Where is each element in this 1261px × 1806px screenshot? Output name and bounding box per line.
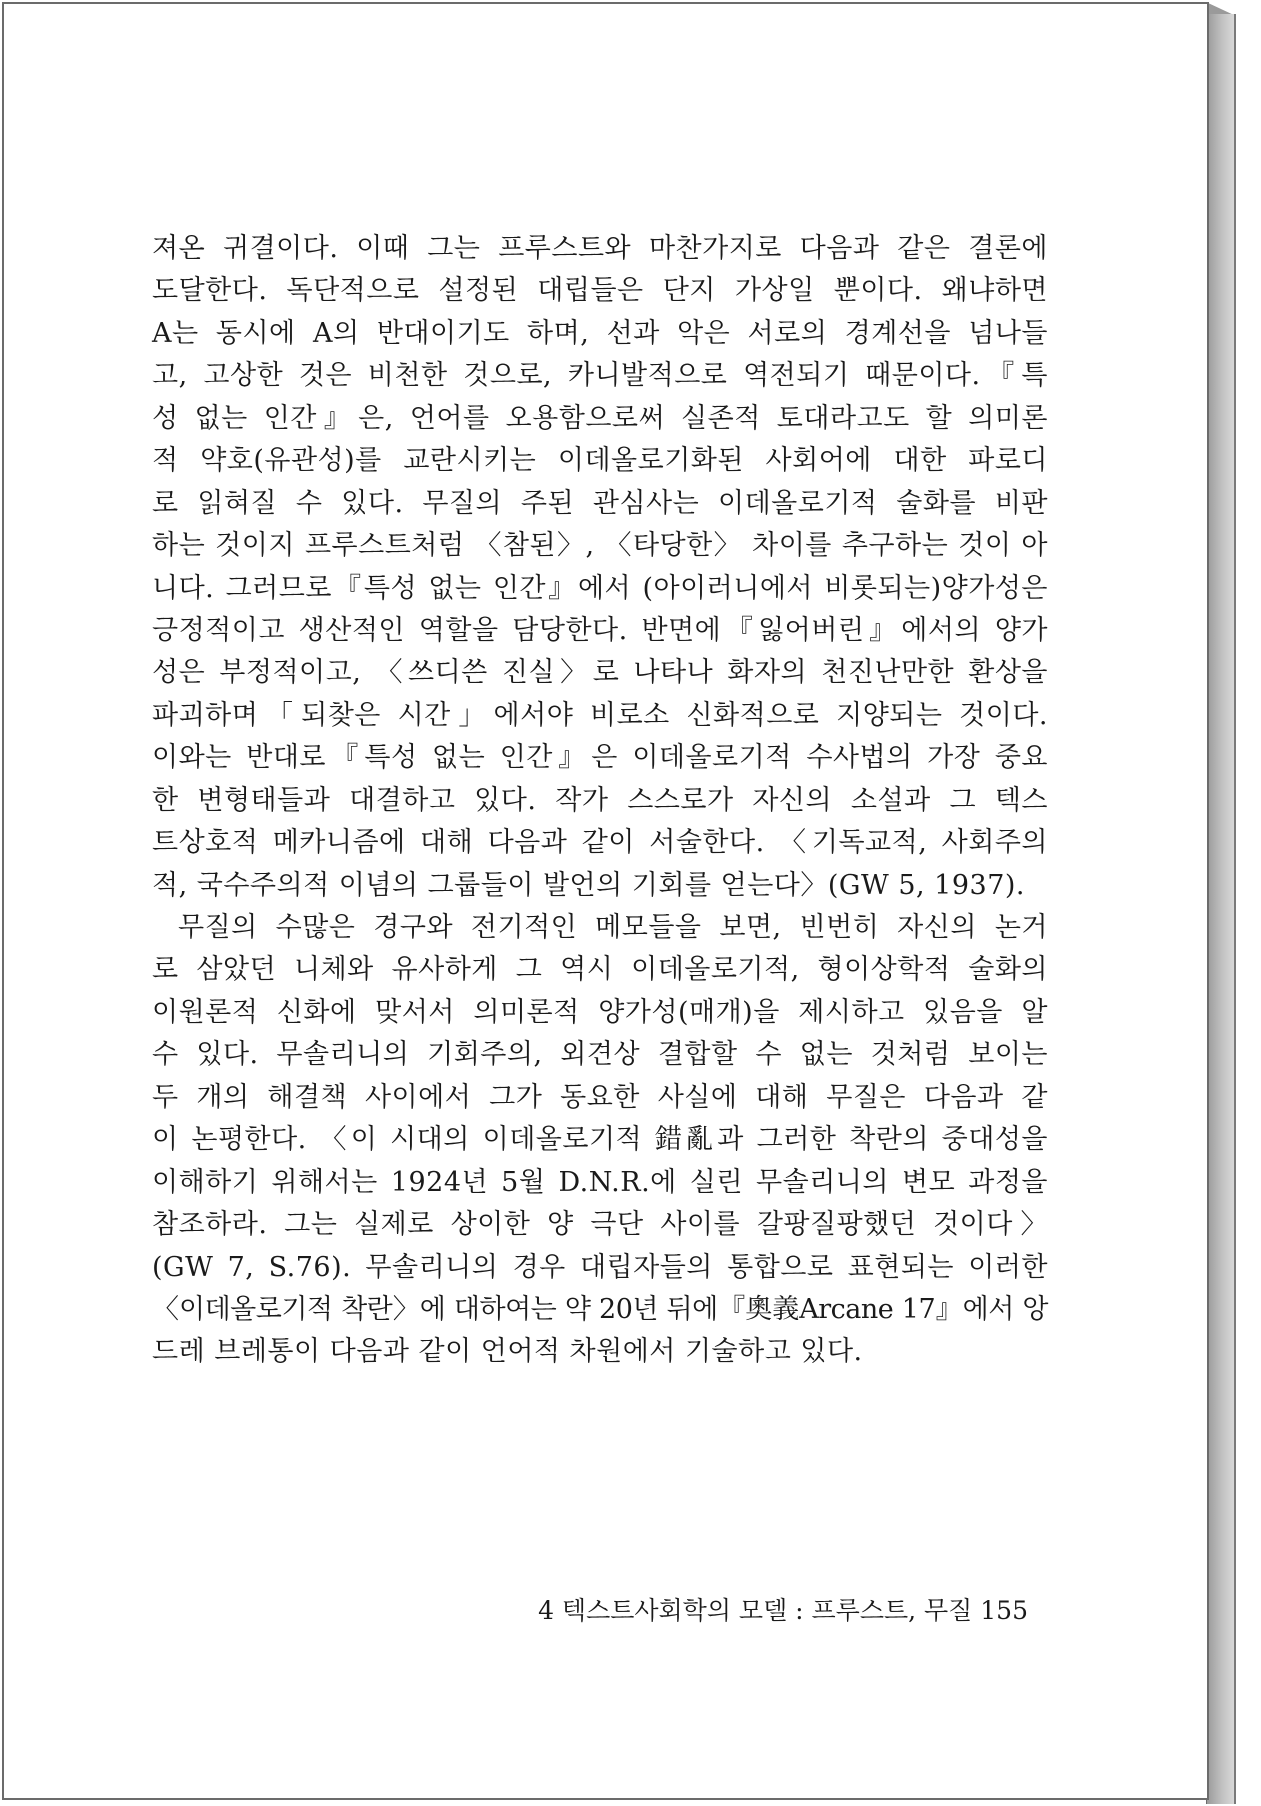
text-line: 고, 고상한 것은 비천한 것으로, 카니발적으로 역전되기 때문이다.『특 (152, 360, 1048, 392)
text-line: 수 있다. 무솔리니의 기회주의, 외견상 결합할 수 없는 것처럼 보이는 (152, 1039, 1048, 1071)
text-line: 적 약호(유관성)를 교란시키는 이데올로기화된 사회어에 대한 파로디 (152, 445, 1048, 477)
text-line: 성은 부정적이고, 〈쓰디쓴 진실〉로 나타나 화자의 천진난만한 환상을 (152, 657, 1048, 689)
text-line: 이해하기 위해서는 1924년 5월 D.N.R.에 실린 무솔리니의 변모 과정을 (152, 1166, 1048, 1198)
text-line: 한 변형태들과 대결하고 있다. 작가 스스로가 자신의 소설과 그 텍스 (152, 784, 1048, 816)
page-number: 155 (980, 1596, 1028, 1625)
text-line: 두 개의 해결책 사이에서 그가 동요한 사실에 대해 무질은 다음과 같 (152, 1081, 1048, 1113)
text-line: 긍정적이고 생산적인 역할을 담당한다. 반면에『잃어버린』에서의 양가 (152, 614, 1048, 646)
text-line: 로 삼았던 니체와 유사하게 그 역시 이데올로기적, 형이상학적 술화의 (152, 954, 1048, 986)
text-line: 〈이데올로기적 착란〉에 대하여는 약 20년 뒤에『奧義Arcane 17』에서 앙 (152, 1293, 1048, 1325)
text-line: 이 논평한다. 〈이 시대의 이데올로기적 錯亂과 그러한 착란의 중대성을 (152, 1124, 1048, 1156)
text-line: 참조하라. 그는 실제로 상이한 양 극단 사이를 갈팡질팡했던 것이다〉 (152, 1209, 1048, 1241)
text-line: 무질의 수많은 경구와 전기적인 메모들을 보면, 빈번히 자신의 논거 (178, 912, 1048, 943)
text-line: 성 없는 인간』은, 언어를 오용함으로써 실존적 토대라고도 할 의미론 (152, 402, 1048, 434)
text-line: 이와는 반대로『특성 없는 인간』은 이데올로기적 수사법의 가장 중요 (152, 742, 1048, 774)
page-footer (520, 1591, 1028, 1627)
text-line: 파괴하며「되찾은 시간」에서야 비로소 신화적으로 지양되는 것이다. (152, 699, 1048, 731)
text-line: A는 동시에 A의 반대이기도 하며, 선과 악은 서로의 경계선을 넘나들 (152, 317, 1048, 349)
text-line: 도달한다. 독단적으로 설정된 대립들은 단지 가상일 뿐이다. 왜냐하면 (152, 275, 1048, 307)
running-head: 4 텍스트사회학의 모델 : 프루스트, 무질 (538, 1596, 973, 1625)
text-line: 하는 것이지 프루스트처럼 〈참된〉, 〈타당한〉 차이를 추구하는 것이 아 (152, 530, 1048, 562)
page-edge (1206, 14, 1236, 1804)
body-text (152, 228, 1048, 1374)
text-line: 트상호적 메카니즘에 대해 다음과 같이 서술한다. 〈기독교적, 사회주의 (152, 827, 1048, 859)
text-line: (GW 7, S.76). 무솔리니의 경우 대립자들의 통합으로 표현되는 이러한 (152, 1251, 1048, 1283)
text-line: 이원론적 신화에 맞서서 의미론적 양가성(매개)을 제시하고 있음을 알 (152, 996, 1048, 1028)
text-line: 드레 브레통이 다음과 같이 언어적 차원에서 기술하고 있다. (152, 1336, 863, 1368)
text-line: 져온 귀결이다. 이때 그는 프루스트와 마찬가지로 다음과 같은 결론에 (152, 233, 1048, 264)
text-line: 로 읽혀질 수 있다. 무질의 주된 관심사는 이데올로기적 술화를 비판 (152, 487, 1048, 519)
text-line: 니다. 그러므로『특성 없는 인간』에서 (아이러니에서 비롯되는)양가성은 (152, 572, 1048, 604)
text-line: 적, 국수주의적 이념의 그룹들이 발언의 기회를 얻는다〉(GW 5, 1937). (152, 869, 1025, 901)
